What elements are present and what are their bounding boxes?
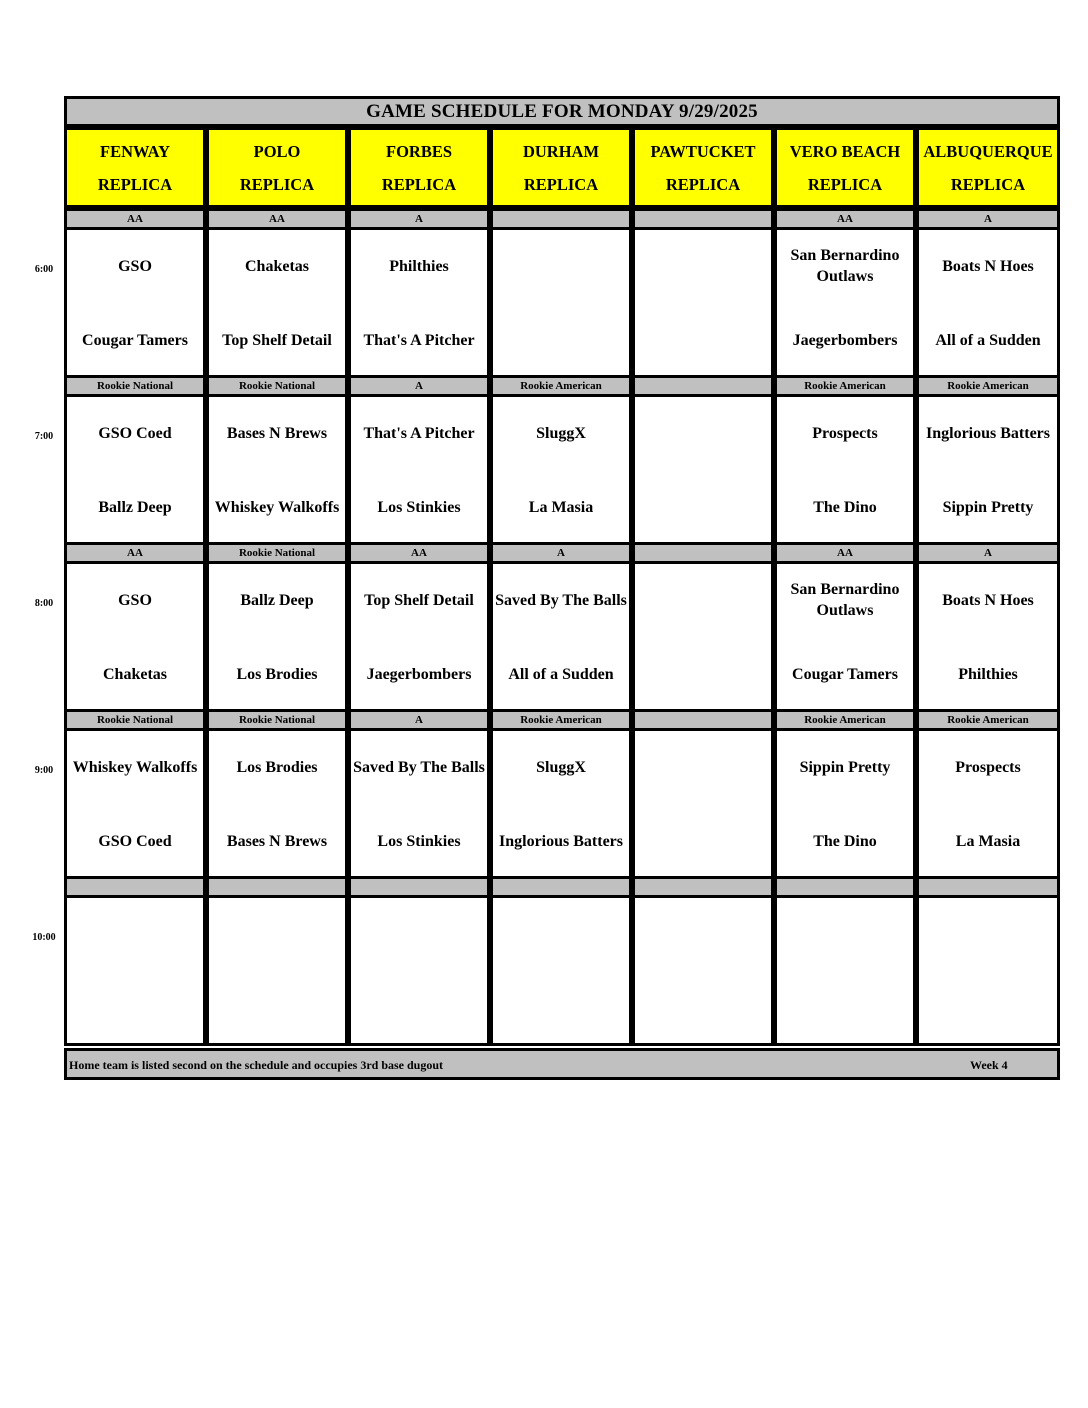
schedule-title: GAME SCHEDULE FOR MONDAY 9/29/2025 (64, 96, 1060, 127)
game-cell (916, 895, 1060, 1046)
home-team: Whiskey Walkoffs (214, 498, 340, 516)
home-team: The Dino (813, 498, 877, 516)
home-team (635, 653, 771, 695)
home-team: Jaegerbombers (366, 665, 472, 683)
division-label: A (348, 208, 490, 230)
game-cell (490, 227, 632, 378)
game-cell (348, 895, 490, 1046)
field-header (774, 127, 916, 208)
game-cell (490, 561, 632, 712)
home-team (635, 987, 771, 1029)
away-team: SluggX (536, 758, 586, 776)
game-cell (490, 394, 632, 545)
away-team (635, 908, 771, 960)
division-label: A (348, 709, 490, 731)
division-label: AA (64, 542, 206, 564)
home-team (635, 820, 771, 862)
game-cell (490, 895, 632, 1046)
home-team: Cougar Tamers (82, 331, 188, 349)
game-cell (64, 728, 206, 879)
division-label: Rookie American (916, 709, 1060, 731)
game-cell (916, 394, 1060, 545)
field-subtitle: REPLICA (807, 174, 883, 194)
game-cell (632, 227, 774, 378)
field-subtitle: REPLICA (97, 174, 173, 194)
game-cell (206, 227, 348, 378)
division-label: AA (774, 208, 916, 230)
game-cell (206, 895, 348, 1046)
field-name: ALBUQUERQUE (923, 141, 1053, 161)
game-cell (774, 394, 916, 545)
field-subtitle: REPLICA (239, 174, 315, 194)
home-team (635, 319, 771, 361)
home-team: Philthies (958, 665, 1018, 683)
away-team: Ballz Deep (240, 591, 314, 609)
game-cell (348, 394, 490, 545)
home-team: Los Stinkies (377, 832, 461, 850)
field-header (490, 127, 632, 208)
away-team (493, 908, 629, 960)
field-name: FENWAY (100, 141, 170, 161)
division-label: Rookie American (490, 375, 632, 397)
away-team (919, 908, 1057, 960)
away-team: GSO (118, 257, 152, 275)
field-subtitle: REPLICA (523, 174, 599, 194)
away-team (635, 240, 771, 292)
game-cell (206, 561, 348, 712)
division-label: A (916, 542, 1060, 564)
week-label: Week 4 (970, 1058, 1008, 1072)
game-cell (206, 728, 348, 879)
field-name: VERO BEACH (789, 141, 901, 161)
game-cell (916, 227, 1060, 378)
division-label: A (916, 208, 1060, 230)
away-team: Boats N Hoes (942, 591, 1034, 609)
home-team: Los Brodies (236, 665, 318, 683)
game-cell (916, 561, 1060, 712)
home-team: The Dino (813, 832, 877, 850)
time-label: 10:00 (32, 932, 56, 943)
away-team: Boats N Hoes (942, 257, 1034, 275)
away-team (67, 908, 203, 960)
field-name: FORBES (385, 141, 453, 161)
game-cell (64, 895, 206, 1046)
home-team: That's A Pitcher (363, 331, 475, 349)
away-team: Inglorious Batters (926, 424, 1050, 442)
game-cell (348, 561, 490, 712)
division-label: Rookie National (206, 375, 348, 397)
home-team: Inglorious Batters (499, 832, 623, 850)
away-team (635, 407, 771, 459)
time-label: 8:00 (34, 598, 54, 609)
division-label: AA (64, 208, 206, 230)
division-label: AA (348, 542, 490, 564)
home-team: Top Shelf Detail (222, 331, 332, 349)
away-team: Los Brodies (236, 758, 318, 776)
division-label: Rookie National (64, 709, 206, 731)
game-cell (632, 895, 774, 1046)
field-header (206, 127, 348, 208)
away-team (351, 908, 487, 960)
home-team: Chaketas (102, 665, 167, 683)
home-team (209, 987, 345, 1029)
away-team: Chaketas (244, 257, 309, 275)
home-team: All of a Sudden (508, 665, 614, 683)
home-team: Sippin Pretty (942, 498, 1034, 516)
home-team: All of a Sudden (935, 331, 1041, 349)
game-cell (64, 561, 206, 712)
home-team: Los Stinkies (377, 498, 461, 516)
field-header (64, 127, 206, 208)
game-cell (774, 561, 916, 712)
home-team: GSO Coed (98, 832, 172, 850)
home-team: Cougar Tamers (792, 665, 898, 683)
away-team: Prospects (955, 758, 1021, 776)
away-team: San Bernardino Outlaws (790, 247, 900, 285)
division-label: Rookie National (206, 709, 348, 731)
game-cell (632, 394, 774, 545)
away-team: That's A Pitcher (363, 424, 475, 442)
field-name: PAWTUCKET (650, 141, 756, 161)
division-label: Rookie National (64, 375, 206, 397)
schedule-footer (64, 1048, 1060, 1080)
away-team: Whiskey Walkoffs (72, 758, 198, 776)
time-label: 9:00 (34, 765, 54, 776)
away-team: Top Shelf Detail (364, 591, 474, 609)
home-team-note: Home team is listed second on the schedule and occupies 3rd base dugout (69, 1058, 444, 1072)
away-team: Sippin Pretty (799, 758, 891, 776)
game-schedule-table (64, 96, 1060, 1080)
division-label: Rookie American (916, 375, 1060, 397)
away-team: GSO Coed (98, 424, 172, 442)
division-label: AA (774, 542, 916, 564)
division-label: Rookie National (206, 542, 348, 564)
away-team: Bases N Brews (226, 424, 328, 442)
home-team (493, 319, 629, 361)
away-team: Prospects (812, 424, 878, 442)
home-team (351, 987, 487, 1029)
away-team (635, 574, 771, 626)
division-label: Rookie American (774, 709, 916, 731)
game-cell (774, 227, 916, 378)
home-team (67, 987, 203, 1029)
field-subtitle: REPLICA (381, 174, 457, 194)
home-team (635, 486, 771, 528)
away-team: Saved By The Balls (353, 758, 485, 776)
home-team: Jaegerbombers (792, 331, 898, 349)
game-cell (632, 728, 774, 879)
away-team: Saved By The Balls (495, 591, 627, 609)
field-subtitle: REPLICA (665, 174, 741, 194)
home-team (493, 987, 629, 1029)
game-cell (64, 394, 206, 545)
away-team: GSO (118, 591, 152, 609)
time-label: 7:00 (34, 431, 54, 442)
division-label: A (348, 375, 490, 397)
game-cell (632, 561, 774, 712)
division-label: Rookie American (490, 709, 632, 731)
away-team: Philthies (389, 257, 449, 275)
field-subtitle: REPLICA (950, 174, 1026, 194)
away-team (493, 240, 629, 292)
home-team (919, 987, 1057, 1029)
game-cell (774, 895, 916, 1046)
home-team: La Masia (528, 498, 594, 516)
field-name: POLO (253, 141, 301, 161)
home-team: Ballz Deep (98, 498, 172, 516)
field-header (348, 127, 490, 208)
game-cell (206, 394, 348, 545)
game-cell (774, 728, 916, 879)
game-cell (348, 728, 490, 879)
division-label: A (490, 542, 632, 564)
field-header (632, 127, 774, 208)
game-cell (916, 728, 1060, 879)
away-team (209, 908, 345, 960)
division-label: AA (206, 208, 348, 230)
home-team: Bases N Brews (226, 832, 328, 850)
away-team (777, 908, 913, 960)
home-team: La Masia (955, 832, 1021, 850)
game-cell (490, 728, 632, 879)
away-team: San Bernardino Outlaws (790, 581, 900, 619)
home-team (777, 987, 913, 1029)
time-label: 6:00 (34, 264, 54, 275)
game-cell (64, 227, 206, 378)
game-cell (348, 227, 490, 378)
division-label: Rookie American (774, 375, 916, 397)
away-team: SluggX (536, 424, 586, 442)
field-name: DURHAM (522, 141, 600, 161)
field-header (916, 127, 1060, 208)
away-team (635, 741, 771, 793)
